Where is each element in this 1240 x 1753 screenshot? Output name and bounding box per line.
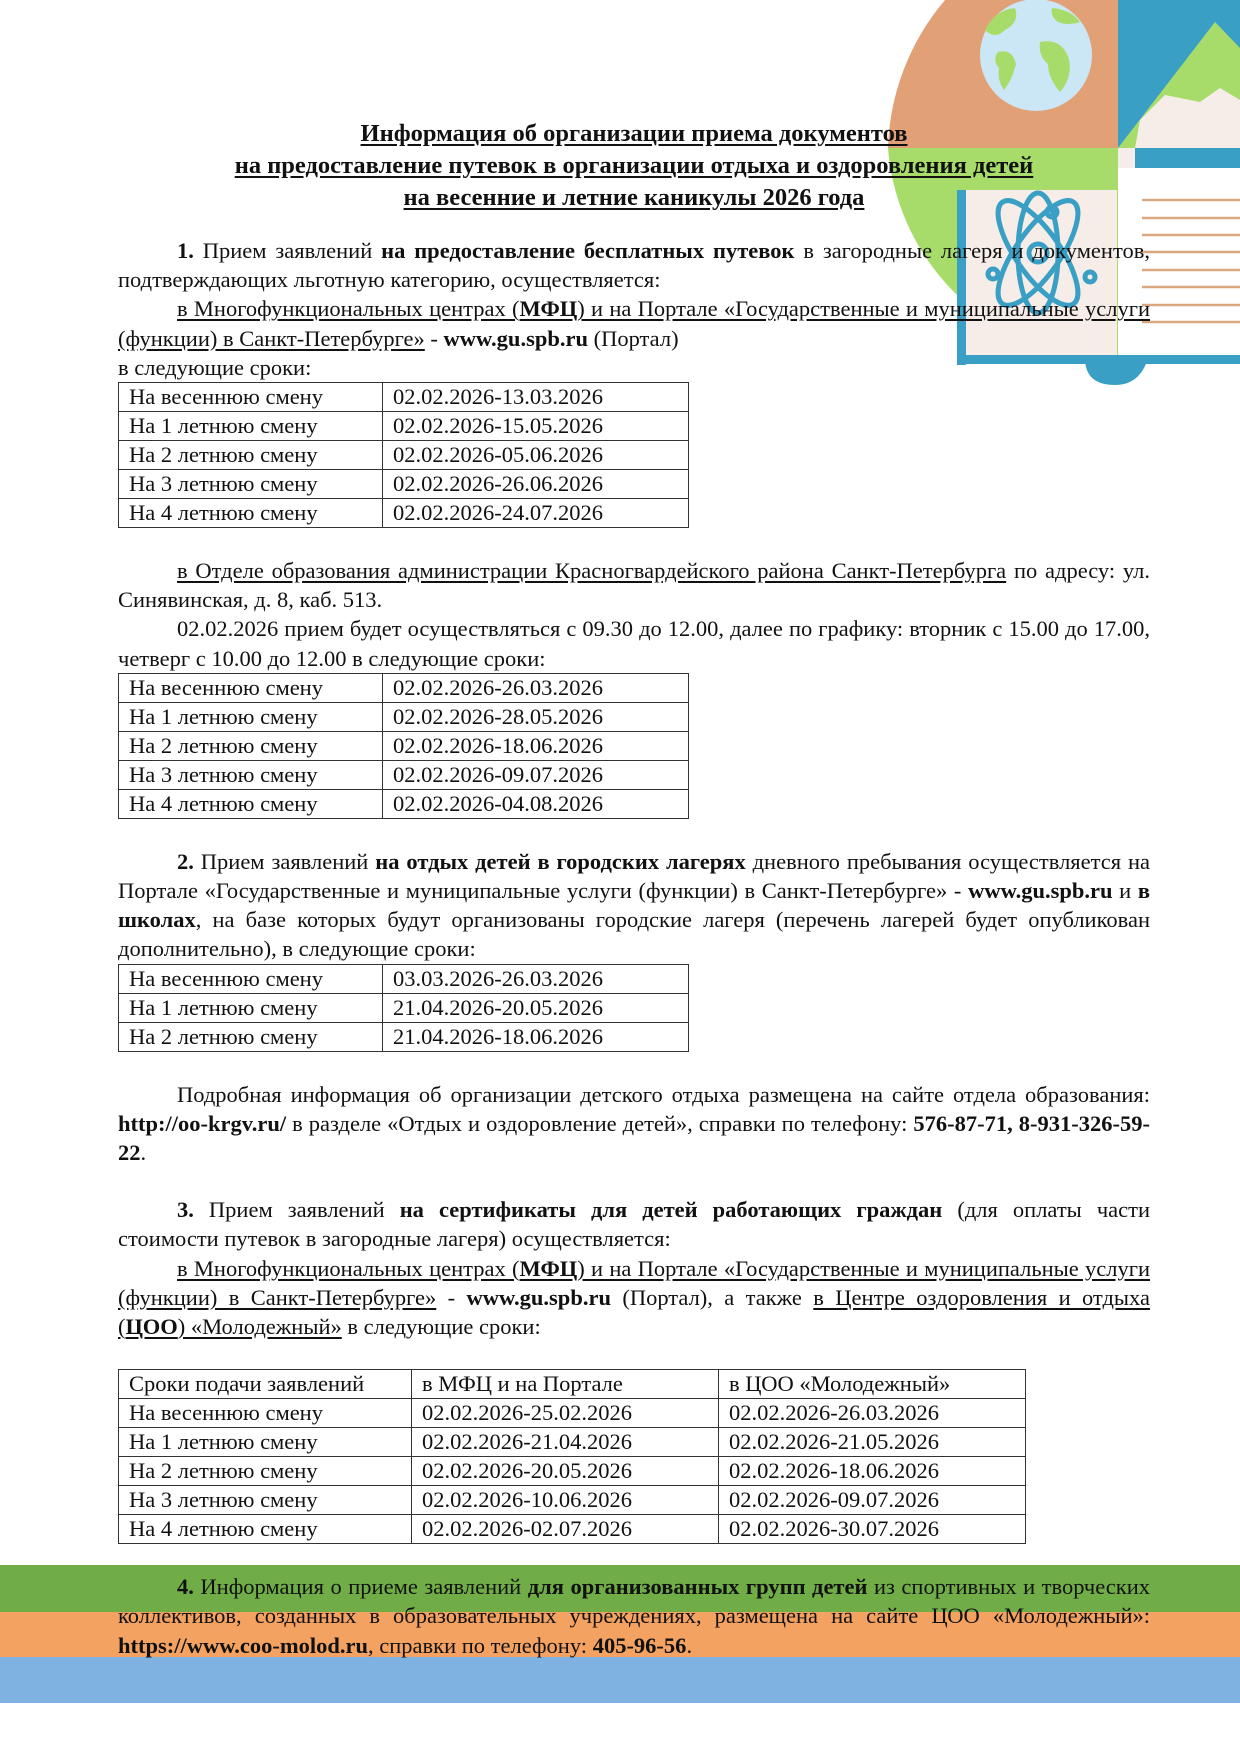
city-camps-dates-table bbox=[118, 964, 689, 1052]
table-row: На 2 летнюю смену 02.02.2026-20.05.2026 02.02.2026-18.06.2026 bbox=[119, 1457, 1026, 1486]
table-row: На 4 летнюю смену 02.02.2026-24.07.2026 bbox=[119, 499, 689, 528]
table-row: На 4 летнюю смену 02.02.2026-04.08.2026 bbox=[119, 789, 689, 818]
document-title bbox=[118, 118, 1150, 214]
section-1-mfc-text: в Многофункциональных центрах (МФЦ) и на Портале «Государственные и муниципальные услуги (функции) в Санкт-Петербурге» - www.gu.spb.ru (Портал) bbox=[118, 296, 1150, 351]
table-row: На 2 летнюю смену 02.02.2026-18.06.2026 bbox=[119, 731, 689, 760]
table-row: На весеннюю смену 02.02.2026-26.03.2026 bbox=[119, 673, 689, 702]
section-1-intro: 1. Прием заявлений на предоставление бесплатных путевок в загородные лагеря и документов, подтверждающих льготную категорию, осуществляется: bbox=[118, 238, 1150, 293]
section-4-number: 4. bbox=[177, 1574, 194, 1600]
table-row: На 1 летнюю смену 02.02.2026-15.05.2026 bbox=[119, 412, 689, 441]
dept-dates-table bbox=[118, 673, 689, 819]
portal-link[interactable]: www.gu.spb.ru bbox=[968, 878, 1113, 904]
section-3-number: 3. bbox=[177, 1197, 194, 1223]
table-row: На 1 летнюю смену 21.04.2026-20.05.2026 bbox=[119, 993, 689, 1022]
section-3-mfc-text: в Многофункциональных центрах (МФЦ) и на Портале «Государственные и муниципальные услуги (функции) в Санкт-Петербурге» - www.gu.spb.ru (Портал), а также в Центре оздоровления и отдыха (ЦОО) «Молодежный» в следующие сроки: bbox=[118, 1255, 1150, 1340]
section-1-terms-label: в следующие сроки: bbox=[118, 354, 312, 380]
blue-band bbox=[0, 1657, 1240, 1703]
table-row: На 3 летнюю смену 02.02.2026-26.06.2026 bbox=[119, 470, 689, 499]
table-row: На 2 летнюю смену 21.04.2026-18.06.2026 bbox=[119, 1022, 689, 1051]
title-line-2: на предоставление путевок в организации отдыха и оздоровления детей bbox=[234, 152, 1034, 179]
coo-molod-link[interactable]: https://www.coo-molod.ru bbox=[118, 1632, 369, 1658]
phone-numbers: 576-87-71, 8-931-326-59-22 bbox=[118, 1110, 1150, 1166]
oo-krgv-link[interactable]: http://oo-krgv.ru/ bbox=[118, 1110, 287, 1136]
section-1-dept-text: в Отделе образования администрации Красногвардейского района Санкт-Петербурга по адресу: ул. Синявинская, д. 8, каб. 513. bbox=[118, 558, 1151, 613]
section-2-number: 2. bbox=[177, 848, 194, 874]
table-row: На 4 летнюю смену 02.02.2026-02.07.2026 02.02.2026-30.07.2026 bbox=[119, 1515, 1026, 1544]
section-1-number: 1. bbox=[177, 238, 194, 263]
section-2-text: 2. Прием заявлений на отдых детей в городских лагерях дневного пребывания осуществляется на Портале «Государственные и муниципальные услуги (функции) в Санкт-Петербурге» - www.gu.spb.ru и в школах, на базе которых будут организованы городские лагеря (перечень лагерей будет опубликован дополнительно), в следующие сроки: bbox=[118, 848, 1151, 962]
globe-icon bbox=[980, 0, 1092, 111]
title-line-3: на весенние и летние каникулы 2026 года bbox=[403, 184, 865, 211]
table-row: На 3 летнюю смену 02.02.2026-09.07.2026 bbox=[119, 760, 689, 789]
table-row: На 1 летнюю смену 02.02.2026-21.04.2026 02.02.2026-21.05.2026 bbox=[119, 1428, 1026, 1457]
table-row: На 2 летнюю смену 02.02.2026-05.06.2026 bbox=[119, 441, 689, 470]
title-line-1: Информация об организации приема документов bbox=[360, 120, 908, 147]
certificates-dates-table bbox=[118, 1369, 1026, 1544]
document-page bbox=[118, 118, 1150, 1660]
section-1-dept-schedule: 02.02.2026 прием будет осуществляться с 09.30 до 12.00, далее по графику: вторник с 15.00 до 17.00, четверг с 10.00 до 12.00 в следующие сроки: bbox=[118, 616, 1150, 671]
section-4-text: 4. Информация о приеме заявлений для организованных групп детей из спортивных и творческих коллективов, созданных в образовательных учреждениях, размещена на сайте ЦОО «Молодежный»: https://www.coo-molod.ru, справки по телефону: 405-96-56. bbox=[118, 1574, 1150, 1658]
section-1-highlight: на предоставление бесплатных путевок bbox=[381, 238, 795, 263]
portal-link[interactable]: www.gu.spb.ru bbox=[443, 325, 588, 351]
portal-link[interactable]: www.gu.spb.ru bbox=[466, 1284, 611, 1310]
table-row: На весеннюю смену 03.03.2026-26.03.2026 bbox=[119, 964, 689, 993]
table-row: На 3 летнюю смену 02.02.2026-10.06.2026 02.02.2026-09.07.2026 bbox=[119, 1486, 1026, 1515]
table-header-row: Сроки подачи заявлений в МФЦ и на Портале в ЦОО «Молодежный» bbox=[119, 1370, 1026, 1399]
coo-phone: 405-96-56 bbox=[592, 1632, 687, 1658]
table-row: На весеннюю смену 02.02.2026-25.02.2026 02.02.2026-26.03.2026 bbox=[119, 1399, 1026, 1428]
mfc-dates-table bbox=[118, 382, 689, 528]
table-row: На весеннюю смену 02.02.2026-13.03.2026 bbox=[119, 383, 689, 412]
info-paragraph: Подробная информация об организации детского отдыха размещена на сайте отдела образования: http://oo-krgv.ru/ в разделе «Отдых и оздоровление детей», справки по телефону: 576-87-71, 8-931-326-59-22. bbox=[118, 1081, 1150, 1166]
section-3-intro: 3. Прием заявлений на сертификаты для детей работающих граждан (для оплаты части стоимости путевок в загородные лагеря) осуществляется: bbox=[118, 1197, 1151, 1252]
table-row: На 1 летнюю смену 02.02.2026-28.05.2026 bbox=[119, 702, 689, 731]
